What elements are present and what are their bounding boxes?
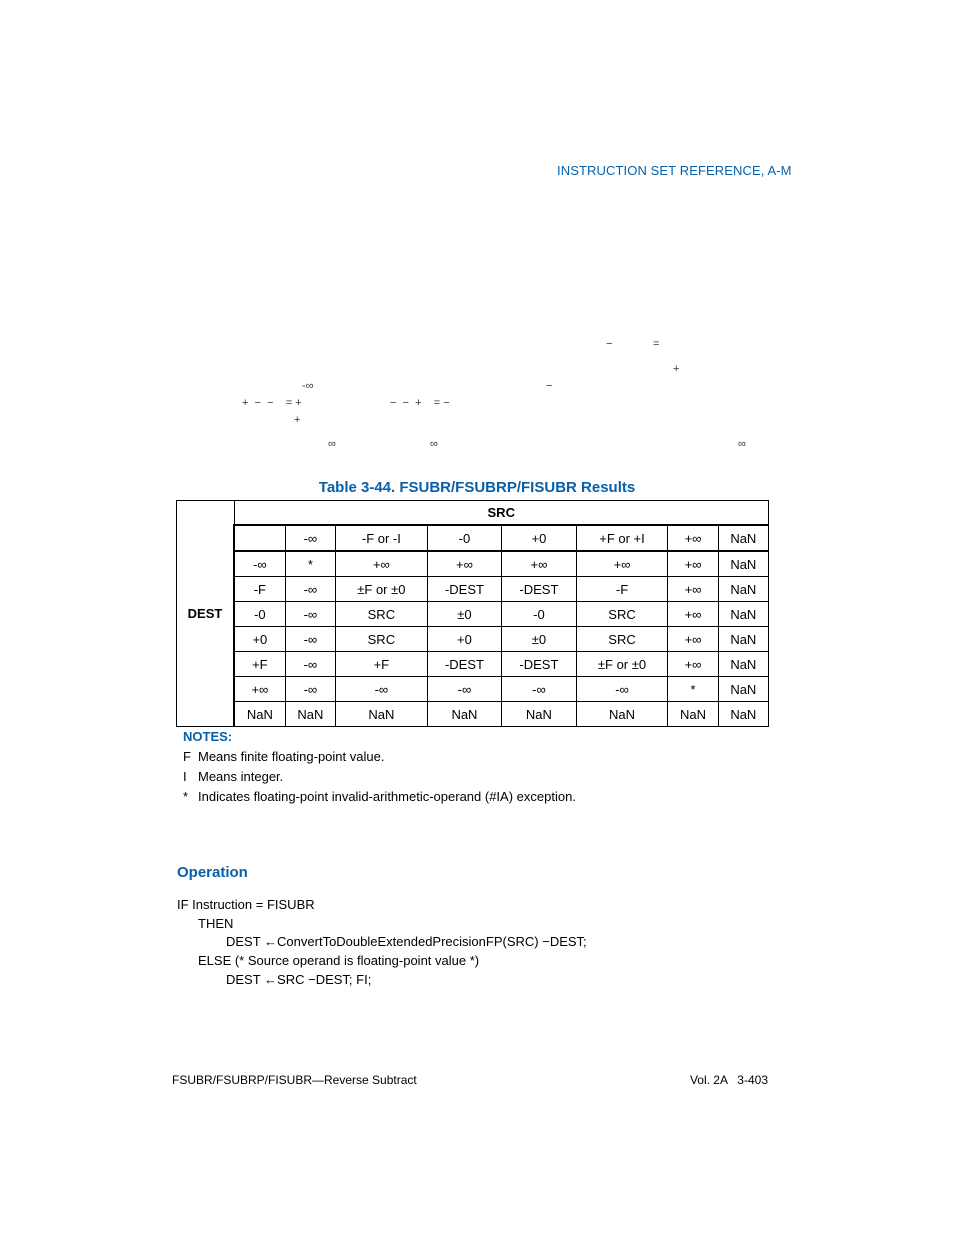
table-cell: ±0 bbox=[502, 627, 576, 652]
table-row bbox=[177, 551, 769, 577]
table-cell: * bbox=[668, 677, 718, 702]
table-cell: -∞ bbox=[576, 677, 668, 702]
code-line: IF Instruction = FISUBR bbox=[177, 897, 315, 912]
table-cell: +∞ bbox=[668, 627, 718, 652]
table-cell: -DEST bbox=[427, 652, 501, 677]
table-cell: NaN bbox=[718, 702, 768, 727]
note-mark: * bbox=[183, 789, 189, 804]
table-cell: ±F or ±0 bbox=[336, 577, 428, 602]
text-fragment: -∞ bbox=[302, 380, 314, 392]
text-fragment: − bbox=[606, 338, 613, 350]
table-cell: NaN bbox=[668, 702, 718, 727]
table-cell: NaN bbox=[427, 702, 501, 727]
table-cell: * bbox=[285, 551, 335, 577]
note-item bbox=[183, 769, 283, 784]
table-row bbox=[177, 702, 769, 727]
text-fragment: + bbox=[294, 414, 301, 426]
table-cell: -DEST bbox=[427, 577, 501, 602]
notes-title: NOTES: bbox=[183, 729, 233, 744]
table-cell: NaN bbox=[718, 677, 768, 702]
table-cell: -∞ bbox=[427, 677, 501, 702]
table-cell: -∞ bbox=[285, 652, 335, 677]
text-fragment: ∞ bbox=[738, 438, 746, 450]
column-header: -0 bbox=[427, 525, 501, 551]
table-cell: NaN bbox=[718, 602, 768, 627]
table-title: Table 3-44. FSUBR/FSUBRP/FISUBR Results bbox=[318, 479, 636, 496]
table-cell: -∞ bbox=[502, 677, 576, 702]
table-cell: -∞ bbox=[285, 577, 335, 602]
text-fragment: ∞ bbox=[430, 438, 438, 450]
footer-right: Vol. 2A 3-403 bbox=[689, 1073, 768, 1087]
text-fragment: + bbox=[673, 363, 680, 375]
table-cell: +F bbox=[336, 652, 428, 677]
table-cell: SRC bbox=[576, 627, 668, 652]
code-line: DEST ←ConvertToDoubleExtendedPrecisionFP(SRC) −DEST; bbox=[226, 934, 587, 949]
table-cell: +0 bbox=[427, 627, 501, 652]
row-header: +F bbox=[234, 652, 285, 677]
code-line: ELSE (* Source operand is floating-point value *) bbox=[198, 953, 480, 968]
table-cell: NaN bbox=[336, 702, 428, 727]
table-cell: -F bbox=[576, 577, 668, 602]
column-header: +0 bbox=[502, 525, 576, 551]
table-cell: -∞ bbox=[285, 627, 335, 652]
table-cell: NaN bbox=[285, 702, 335, 727]
results-table bbox=[176, 500, 769, 727]
note-mark: F bbox=[183, 749, 191, 764]
column-header: -F or -I bbox=[336, 525, 428, 551]
column-header: -∞ bbox=[285, 525, 335, 551]
note-item bbox=[183, 749, 384, 764]
table-cell: +∞ bbox=[668, 652, 718, 677]
table-cell: -DEST bbox=[502, 577, 576, 602]
table-cell: +∞ bbox=[336, 551, 428, 577]
table-cell: NaN bbox=[718, 652, 768, 677]
table-cell: NaN bbox=[718, 551, 768, 577]
dest-label: DEST bbox=[177, 501, 235, 727]
row-header: +0 bbox=[234, 627, 285, 652]
table-cell: +∞ bbox=[668, 551, 718, 577]
table-row bbox=[177, 652, 769, 677]
src-label: SRC bbox=[234, 501, 769, 526]
code-line: THEN bbox=[198, 916, 234, 931]
running-header: INSTRUCTION SET REFERENCE, A-M bbox=[557, 163, 792, 178]
table-cell: +∞ bbox=[668, 577, 718, 602]
table-row bbox=[177, 602, 769, 627]
table-cell: +∞ bbox=[502, 551, 576, 577]
note-item bbox=[183, 789, 576, 804]
table-cell: +∞ bbox=[427, 551, 501, 577]
table-cell: NaN bbox=[502, 702, 576, 727]
table-cell: ±0 bbox=[427, 602, 501, 627]
column-header: NaN bbox=[718, 525, 768, 551]
row-header: +∞ bbox=[234, 677, 285, 702]
note-text: Means integer. bbox=[198, 769, 284, 784]
table-cell: -∞ bbox=[336, 677, 428, 702]
table-row bbox=[177, 677, 769, 702]
column-header: +F or +I bbox=[576, 525, 668, 551]
row-header: -∞ bbox=[234, 551, 285, 577]
section-heading-operation: Operation bbox=[177, 864, 248, 881]
note-mark: I bbox=[183, 769, 187, 784]
footer-left: FSUBR/FSUBRP/FISUBR—Reverse Subtract bbox=[172, 1073, 417, 1087]
table-cell: ±F or ±0 bbox=[576, 652, 668, 677]
text-fragment: ∞ bbox=[328, 438, 336, 450]
column-header: +∞ bbox=[668, 525, 718, 551]
table-cell: SRC bbox=[336, 602, 428, 627]
row-header: -0 bbox=[234, 602, 285, 627]
text-fragment: − bbox=[546, 380, 553, 392]
table-row bbox=[177, 577, 769, 602]
text-fragment: = bbox=[653, 338, 660, 350]
table-cell: +∞ bbox=[576, 551, 668, 577]
column-header bbox=[234, 525, 285, 551]
table-cell: SRC bbox=[576, 602, 668, 627]
table-cell: -∞ bbox=[285, 602, 335, 627]
table-cell: NaN bbox=[718, 627, 768, 652]
row-header: NaN bbox=[234, 702, 285, 727]
text-fragment: − − + = − bbox=[390, 397, 450, 409]
table-cell: NaN bbox=[718, 577, 768, 602]
table-cell: +∞ bbox=[668, 602, 718, 627]
note-text: Indicates floating-point invalid-arithmetic-operand (#IA) exception. bbox=[198, 789, 576, 804]
table-cell: NaN bbox=[576, 702, 668, 727]
table-row bbox=[177, 627, 769, 652]
table-cell: -0 bbox=[502, 602, 576, 627]
table-cell: SRC bbox=[336, 627, 428, 652]
table-cell: -DEST bbox=[502, 652, 576, 677]
row-header: -F bbox=[234, 577, 285, 602]
code-line: DEST ←SRC −DEST; FI; bbox=[226, 972, 372, 987]
table-cell: -∞ bbox=[285, 677, 335, 702]
note-text: Means finite floating-point value. bbox=[198, 749, 385, 764]
text-fragment: + − − = + bbox=[242, 397, 302, 409]
